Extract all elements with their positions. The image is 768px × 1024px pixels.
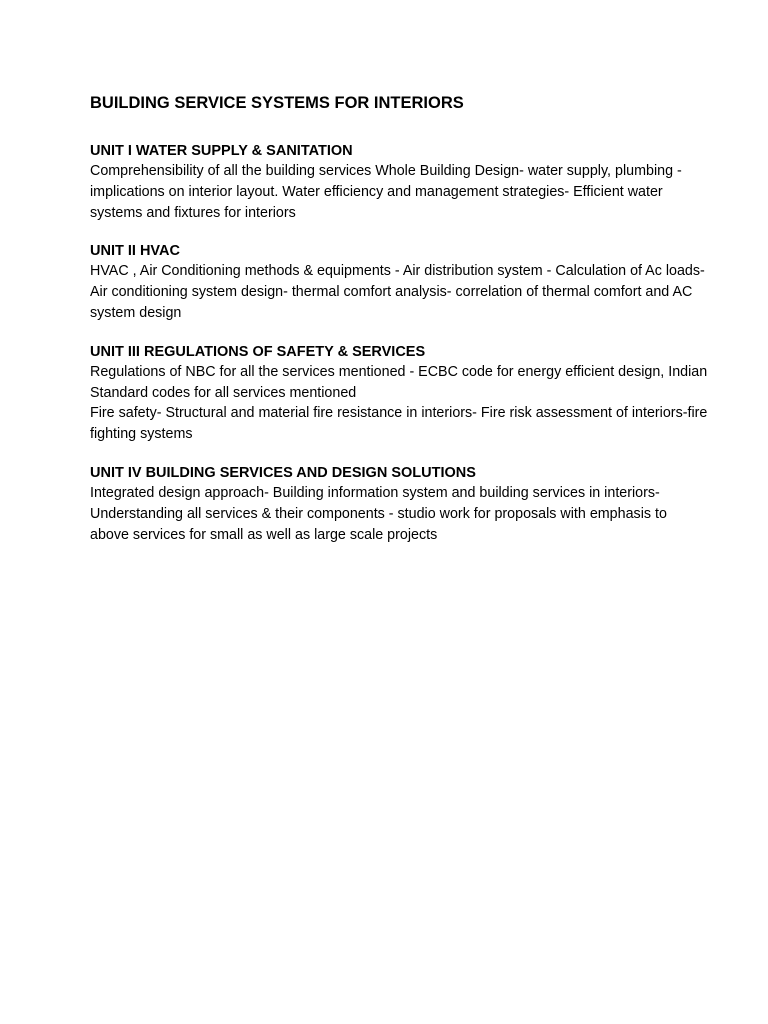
unit-4 (90, 463, 708, 545)
unit-3-heading: UNIT III REGULATIONS OF SAFETY & SERVICES (90, 343, 426, 360)
document-title: BUILDING SERVICE SYSTEMS FOR INTERIORS (90, 94, 464, 112)
unit-1-heading: UNIT I WATER SUPPLY & SANITATION (90, 143, 353, 159)
unit-2-heading: UNIT II HVAC (90, 243, 180, 260)
unit-4-body (90, 483, 708, 545)
unit-3-paragraph-2: Fire safety- Structural and material fire resistance in interiors- Fire risk assessment of interiors-fire fighting systems (90, 405, 708, 443)
unit-1-body (90, 161, 708, 223)
unit-3 (90, 342, 708, 445)
unit-3-body (90, 362, 708, 445)
unit-4-paragraph-1: Integrated design approach- Building information system and building services in interiors- Understanding all services & their components - studio work for proposals with emphasis to above services for small as well as large scale projects (90, 484, 667, 543)
unit-2 (90, 241, 708, 323)
unit-1-paragraph-1: Comprehensibility of all the building services Whole Building Design- water supply, plumbing - implications on interior layout. Water efficiency and management strategies- Efficient water systems and fixtures for interiors (90, 163, 682, 221)
unit-1 (90, 141, 708, 223)
unit-2-paragraph-1: HVAC , Air Conditioning methods & equipments - Air distribution system - Calculation of Ac loads- Air conditioning system design- thermal comfort analysis- correlation of thermal comfort and AC system design (90, 263, 705, 321)
unit-3-paragraph-1: Regulations of NBC for all the services mentioned - ECBC code for energy efficient design, Indian Standard codes for all services mentioned (90, 363, 708, 401)
unit-2-body (90, 261, 708, 323)
unit-4-heading: UNIT IV BUILDING SERVICES AND DESIGN SOLUTIONS (90, 464, 476, 481)
